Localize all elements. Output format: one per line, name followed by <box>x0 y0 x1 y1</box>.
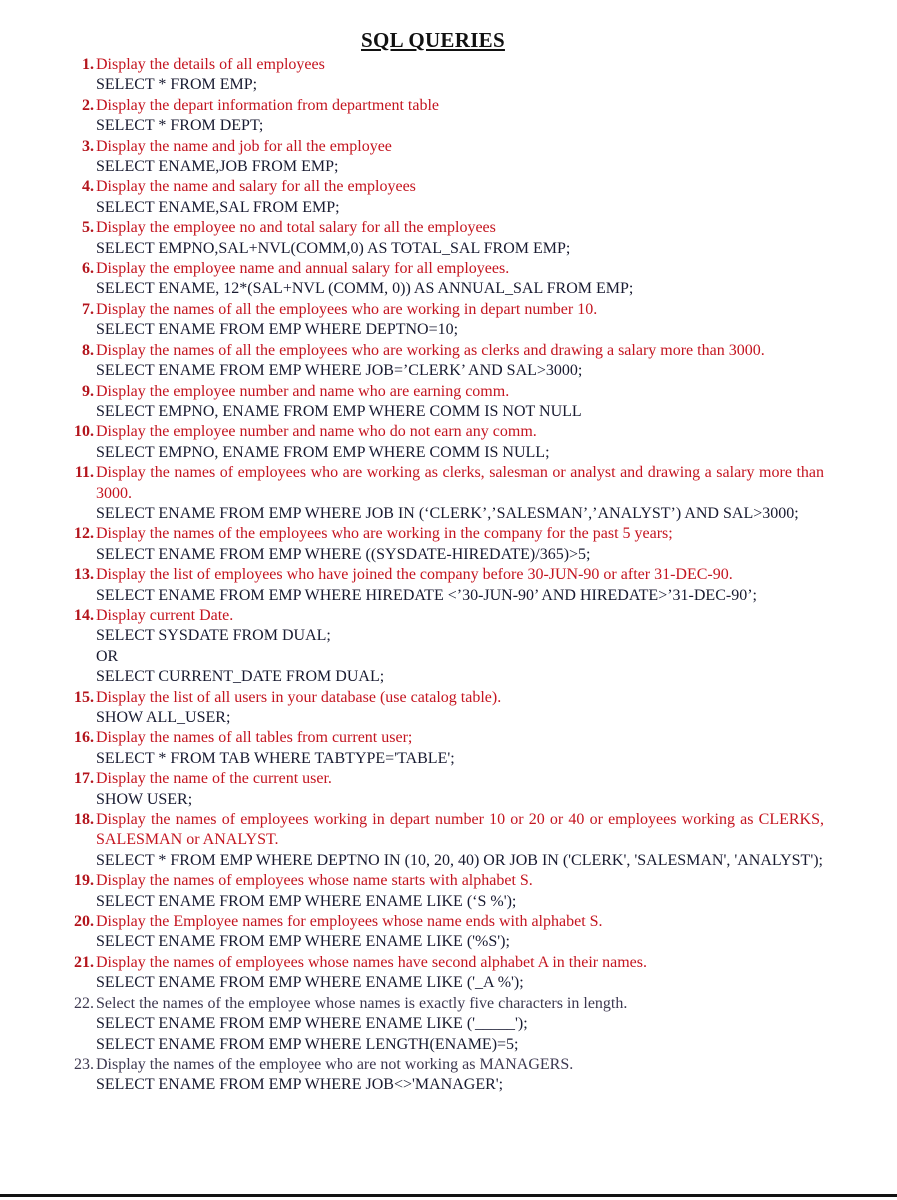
query-question: Display the names of employees whose names have second alphabet A in their names. <box>96 953 647 971</box>
query-question: Display the name and salary for all the employees <box>96 178 416 196</box>
query-sql: SELECT ENAME,SAL FROM EMP; <box>96 198 340 216</box>
query-number: 13. <box>74 566 94 584</box>
query-question: Display the names of all the employees who are working as clerks and drawing a salary more than 3000. <box>96 341 765 359</box>
query-number: 23. <box>74 1055 94 1073</box>
query-or-separator: OR <box>96 647 119 665</box>
query-sql: SELECT ENAME,JOB FROM EMP; <box>96 158 339 176</box>
query-sql: SELECT * FROM TAB WHERE TABTYPE='TABLE'; <box>96 749 455 767</box>
query-number: 11. <box>74 464 94 482</box>
query-question: Display the list of employees who have joined the company before 30-JUN-90 or after 31-DEC-90. <box>96 566 733 584</box>
query-item <box>0 688 897 729</box>
query-item <box>0 810 897 871</box>
query-sql: SELECT SYSDATE FROM DUAL; <box>96 627 331 645</box>
query-number: 7. <box>82 300 94 318</box>
query-item <box>0 606 897 688</box>
query-item <box>0 300 897 341</box>
query-number: 16. <box>74 729 94 747</box>
query-question: Display the names of employees who are working as clerks, salesman or analyst and drawing a salary more than 3000. <box>96 464 824 502</box>
query-question: Display the details of all employees <box>96 56 325 73</box>
query-sql: SELECT CURRENT_DATE FROM DUAL; <box>96 668 385 686</box>
query-sql: SELECT ENAME FROM EMP WHERE ENAME LIKE (‘S %'); <box>96 892 517 910</box>
query-question: Display the list of all users in your database (use catalog table). <box>96 688 502 706</box>
query-sql: SELECT ENAME FROM EMP WHERE HIREDATE <’30-JUN-90’ AND HIREDATE>’31-DEC-90’; <box>96 586 757 604</box>
query-item <box>0 96 897 137</box>
query-item <box>0 341 897 382</box>
query-question: Display the names of all the employees who are working in depart number 10. <box>96 300 598 318</box>
query-item <box>0 177 897 218</box>
query-number: 6. <box>82 260 94 278</box>
query-number: 12. <box>74 525 94 543</box>
query-sql: SELECT ENAME FROM EMP WHERE DEPTNO=10; <box>96 321 459 339</box>
query-item <box>0 382 897 423</box>
query-number: 1. <box>82 56 94 73</box>
query-sql: SELECT EMPNO,SAL+NVL(COMM,0) AS TOTAL_SAL FROM EMP; <box>96 239 571 257</box>
query-question: Display the name and job for all the employee <box>96 137 392 155</box>
query-item <box>0 137 897 178</box>
query-number: 10. <box>74 423 94 441</box>
query-sql: SELECT * FROM DEPT; <box>96 117 264 135</box>
query-number: 20. <box>74 913 94 931</box>
query-sql: SELECT ENAME FROM EMP WHERE ENAME LIKE ('_____'); <box>96 1015 528 1033</box>
query-number: 2. <box>82 96 94 114</box>
query-question: Display the names of all tables from current user; <box>96 729 413 747</box>
query-question: Display the employee name and annual salary for all employees. <box>96 260 510 278</box>
query-item <box>0 912 897 953</box>
query-number: 14. <box>74 606 94 624</box>
query-question: Display the Employee names for employees whose name ends with alphabet S. <box>96 913 603 931</box>
query-sql: SELECT * FROM EMP; <box>96 76 258 94</box>
query-question: Display the names of the employee who are not working as MANAGERS. <box>96 1055 574 1073</box>
query-sql: SELECT EMPNO, ENAME FROM EMP WHERE COMM IS NULL; <box>96 443 550 461</box>
query-item <box>0 55 897 96</box>
query-item <box>0 1055 897 1096</box>
query-item <box>0 218 897 259</box>
query-question: Display current Date. <box>96 606 234 624</box>
query-item <box>0 524 897 565</box>
query-number: 18. <box>74 811 94 829</box>
page-title: SQL QUERIES <box>361 28 505 52</box>
query-sql: SELECT * FROM EMP WHERE DEPTNO IN (10, 20, 40) OR JOB IN ('CLERK', 'SALESMAN', 'ANALYST'); <box>96 851 823 869</box>
query-number: 17. <box>74 770 94 788</box>
query-item <box>0 994 897 1055</box>
query-sql: SELECT ENAME FROM EMP WHERE ((SYSDATE-HIREDATE)/365)>5; <box>96 545 591 563</box>
query-question: Display the employee no and total salary for all the employees <box>96 219 496 237</box>
query-question: Display the employee number and name who do not earn any comm. <box>96 423 537 441</box>
query-item <box>0 769 897 810</box>
query-number: 3. <box>82 137 94 155</box>
query-number: 15. <box>74 688 94 706</box>
query-item <box>0 871 897 912</box>
query-question: Select the names of the employee whose names is exactly five characters in length. <box>96 994 628 1012</box>
query-item <box>0 953 897 994</box>
query-question: Display the depart information from department table <box>96 96 439 114</box>
query-sql: SELECT ENAME FROM EMP WHERE JOB<>'MANAGER'; <box>96 1076 504 1094</box>
query-number: 9. <box>82 382 94 400</box>
query-question: Display the names of employees working in depart number 10 or 20 or 40 or employees working as CLERKS, SALESMAN or ANALYST. <box>96 811 824 849</box>
bottom-divider <box>0 1194 897 1197</box>
query-sql: SELECT ENAME FROM EMP WHERE LENGTH(ENAME)=5; <box>96 1035 519 1053</box>
query-question: Display the name of the current user. <box>96 770 332 788</box>
query-sql: SHOW USER; <box>96 790 193 808</box>
query-question: Display the names of employees whose name starts with alphabet S. <box>96 872 533 890</box>
query-sql: SELECT ENAME FROM EMP WHERE ENAME LIKE ('%S'); <box>96 933 510 951</box>
query-sql: SELECT ENAME, 12*(SAL+NVL (COMM, 0)) AS ANNUAL_SAL FROM EMP; <box>96 280 634 298</box>
query-sql: SELECT ENAME FROM EMP WHERE JOB=’CLERK’ AND SAL>3000; <box>96 362 583 380</box>
query-item <box>0 728 897 769</box>
query-list <box>0 55 897 1096</box>
query-number: 19. <box>74 872 94 890</box>
query-item <box>0 422 897 463</box>
query-number: 22. <box>74 994 94 1012</box>
query-item <box>0 259 897 300</box>
query-number: 5. <box>82 219 94 237</box>
query-sql: SELECT ENAME FROM EMP WHERE JOB IN (‘CLERK’,’SALESMAN’,’ANALYST’) AND SAL>3000; <box>96 504 799 522</box>
query-question: Display the names of the employees who are working in the company for the past 5 years; <box>96 525 673 543</box>
query-number: 4. <box>82 178 94 196</box>
query-number: 21. <box>74 953 94 971</box>
query-sql: SHOW ALL_USER; <box>96 709 231 726</box>
query-item <box>0 565 897 606</box>
query-item <box>0 463 897 524</box>
query-sql: SELECT ENAME FROM EMP WHERE ENAME LIKE ('_A %'); <box>96 974 524 992</box>
query-question: Display the employee number and name who are earning comm. <box>96 382 510 400</box>
query-number: 8. <box>82 341 94 359</box>
query-sql: SELECT EMPNO, ENAME FROM EMP WHERE COMM IS NOT NULL <box>96 402 582 420</box>
